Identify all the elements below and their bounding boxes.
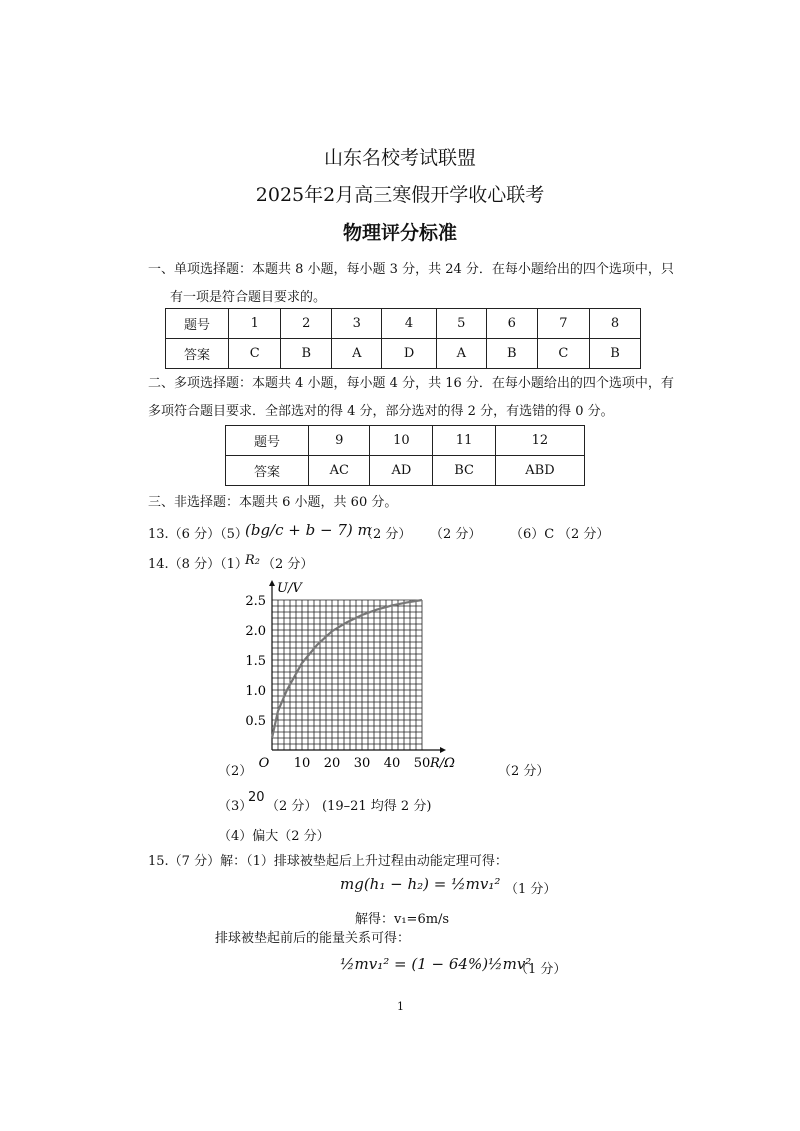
q13-formula: (bg/c + b − 7) m (245, 521, 372, 539)
answer-cell: ABD (495, 456, 584, 486)
page-number: 1 (397, 1000, 404, 1013)
row-label: 题号 (166, 309, 229, 339)
multi-choice-table (225, 425, 585, 486)
question-number-cell: 4 (382, 309, 436, 339)
question-number-cell: 1 (229, 309, 281, 339)
q14-score2: （2 分） (498, 764, 550, 779)
q15-eq1: mg(h₁ − h₂) = ½mv₁² (340, 875, 501, 893)
y-axis-arrow-icon (269, 580, 275, 586)
question-number-cell: 12 (495, 426, 584, 456)
q15-eq2: ½mv₁² = (1 − 64%)½mv² (340, 955, 532, 973)
question-number-cell: 10 (370, 426, 433, 456)
question-number-cell: 6 (486, 309, 537, 339)
question-number-cell: 7 (537, 309, 589, 339)
answer-cell: A (436, 339, 486, 369)
u-r-curve (272, 600, 422, 738)
x-tick-label: 50 (413, 756, 431, 770)
title-league: 山东名校考试联盟 (323, 147, 476, 169)
q14-note3: (19–21 均得 2 分) (322, 799, 432, 814)
question-number-cell: 11 (433, 426, 496, 456)
q14-r2: R₂ (245, 553, 260, 568)
section1-desc: 一、单项选择题：本题共 8 小题，每小题 3 分，共 24 分．在每小题给出的四个选项中，只 (148, 262, 674, 277)
answer-cell: B (590, 339, 641, 369)
q14-part3: （3） (218, 799, 253, 814)
row-label: 答案 (226, 456, 309, 486)
answer-cell: BC (433, 456, 496, 486)
y-axis-label: U/V (277, 581, 302, 596)
answer-cell: B (486, 339, 537, 369)
y-tick-label: 1.5 (245, 654, 266, 669)
y-tick-label: 2.0 (245, 624, 266, 639)
title-subject: 物理评分标准 (342, 222, 457, 244)
question-number-cell: 5 (436, 309, 486, 339)
q14-part2: （2） (218, 764, 253, 779)
q14-head: 14.（8 分）（1） (148, 557, 248, 572)
q15-solve: 解得：v₁=6m/s (355, 912, 450, 927)
x-tick-label: 40 (383, 756, 401, 770)
q15-line2: 排球被垫起前后的能量关系可得： (215, 931, 411, 946)
x-tick-label: 20 (323, 756, 341, 770)
y-tick-label: 0.5 (245, 714, 266, 729)
answer-cell: A (332, 339, 382, 369)
answer-cell: C (229, 339, 281, 369)
answer-cell: AD (370, 456, 433, 486)
section3-desc: 三、非选择题：本题共 6 小题，共 60 分。 (148, 495, 398, 510)
x-tick-label: 30 (353, 756, 371, 770)
section1-desc2: 有一项是符合题目要求的。 (170, 290, 327, 305)
x-tick-label: 10 (293, 756, 311, 770)
row-label: 题号 (226, 426, 309, 456)
q14-score1: （2 分） (262, 557, 314, 572)
question-number-cell: 9 (309, 426, 370, 456)
y-tick-label: 1.0 (245, 684, 266, 699)
section2-desc2: 多项符合题目要求．全部选对的得 4 分，部分选对的得 2 分，有选错的得 0 分。 (148, 404, 614, 419)
origin-label: O (258, 756, 270, 770)
title-exam: 2025年2月高三寒假开学收心联考 (255, 184, 545, 206)
q14-part4: （4）偏大（2 分） (218, 829, 330, 844)
x-axis-arrow-icon (440, 747, 446, 753)
answer-cell: C (537, 339, 589, 369)
q15-score2: （1 分） (515, 962, 567, 977)
q15-head: 15.（7 分）解：（1）排球被垫起后上升过程由动能定理可得： (148, 854, 508, 869)
q14-score3: （2 分） (266, 799, 318, 814)
question-number-cell: 8 (590, 309, 641, 339)
q14-answer3: 20 (248, 790, 265, 805)
question-number-cell: 3 (332, 309, 382, 339)
q13-part6: （6）C (510, 527, 555, 542)
q13-score2: （2 分） (430, 527, 482, 542)
section2-desc: 二、多项选择题：本题共 4 小题，每小题 4 分，共 16 分．在每小题给出的四个选项中，有 (148, 376, 674, 391)
q13-score3: （2 分） (558, 527, 610, 542)
x-axis-label: R/Ω (430, 756, 455, 770)
question-number-cell: 2 (281, 309, 332, 339)
row-label: 答案 (166, 339, 229, 369)
q13-head: 13.（6 分）（5） (148, 527, 248, 542)
answer-cell: B (281, 339, 332, 369)
answer-cell: AC (309, 456, 370, 486)
y-tick-label: 2.5 (245, 594, 266, 609)
q15-score1: （1 分） (505, 882, 557, 897)
answer-cell: D (382, 339, 436, 369)
single-choice-table (165, 308, 641, 369)
q13-score1: （2 分） (360, 527, 412, 542)
u-r-chart (200, 575, 500, 770)
